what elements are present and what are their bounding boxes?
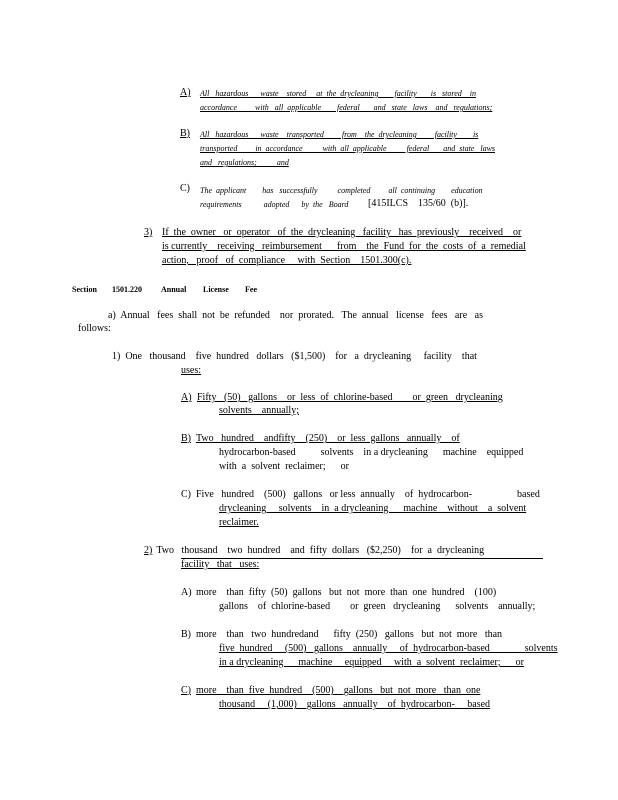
section-number: 1501.220 bbox=[112, 285, 142, 294]
item3-line1: If the owner or operator of the drycleaning facility has previously received or bbox=[162, 227, 522, 238]
item1-c-label: C) bbox=[181, 489, 191, 500]
item2-a-label: A) bbox=[181, 587, 192, 598]
list-c-line2b: [415ILCS 135/60 (b)]. bbox=[368, 198, 469, 209]
list-a-line1: All hazardous waste stored at the drycleaning facility is stored in bbox=[200, 89, 476, 98]
section-title-1: Annual bbox=[161, 285, 187, 294]
item2-b-line2: five hundred (500) gallons annually of hydrocarbon-based solvents bbox=[219, 643, 558, 654]
item1-a-label: A) bbox=[181, 392, 192, 403]
item1-b-line3: with a solvent reclaimer; or bbox=[219, 461, 349, 472]
item1-c-line3: reclaimer. bbox=[219, 517, 259, 528]
list-c-label: C) bbox=[180, 183, 190, 194]
item2-c-line1: more than five hundred (500) gallons but not more than one bbox=[196, 685, 481, 696]
section-title-2: License bbox=[203, 285, 229, 294]
list-b-line3: and regulations; and bbox=[200, 158, 289, 167]
item1-a-line2: solvents annually; bbox=[219, 405, 299, 416]
list-c-line2a: requirements adopted by the Board bbox=[200, 200, 349, 209]
para-a-line1: a) Annual fees shall not be refunded nor prorated. The annual license fees are as bbox=[108, 310, 483, 321]
list-a-line2: accordance with all applicable federal and state laws and regulations; bbox=[200, 103, 493, 112]
para-a-line2: follows: bbox=[78, 323, 111, 334]
item2-b-label: B) bbox=[181, 629, 191, 640]
list-b-line1: All hazardous waste transported from the drycleaning facility is bbox=[200, 130, 479, 139]
list-c-line1: The applicant has successfully completed all continuing education bbox=[200, 186, 483, 195]
item2-a-line1: more than fifty (50) gallons but not more than one hundred (100) bbox=[196, 587, 497, 598]
item1-b-line2: hydrocarbon-based solvents in a drycleaning machine equipped bbox=[219, 447, 524, 458]
item2-b-line1: more than two hundredand fifty (250) gallons but not more than bbox=[196, 629, 503, 640]
list-b-label: B) bbox=[180, 128, 190, 139]
item2-line1: Two thousand two hundred and fifty dollars ($2,250) for a drycleaning bbox=[154, 545, 485, 556]
item1-c-line1: Five hundred (500) gallons or less annually of hydrocarbon- based bbox=[196, 489, 540, 500]
item3-line2: is currently receiving reimbursement from the Fund for the costs of a remedial bbox=[162, 241, 526, 252]
item2-a-line2: gallons of chlorine-based or green drycleaning solvents annually; bbox=[219, 601, 536, 612]
item2-c-label: C) bbox=[181, 685, 191, 696]
item1-line2: uses: bbox=[181, 365, 201, 376]
item1-b-label: B) bbox=[181, 433, 191, 444]
item1-line1: 1) One thousand five hundred dollars ($1,500) for a drycleaning facility that bbox=[112, 351, 477, 362]
list-b-line2: transported in accordance with all applicable federal and state laws bbox=[200, 144, 496, 153]
item3-line3: action, proof of compliance with Section 1501.300(c). bbox=[162, 255, 412, 266]
list-a-label: A) bbox=[180, 87, 191, 98]
section-label: Section bbox=[72, 285, 97, 294]
section-title-3: Fee bbox=[245, 285, 257, 294]
item3-label: 3) bbox=[144, 227, 153, 238]
item2-b-line3: in a drycleaning machine equipped with a solvent reclaimer; or bbox=[219, 657, 524, 668]
item1-a-line1: Fifty (50) gallons or less of chlorine-based or green drycleaning bbox=[197, 392, 503, 403]
item1-b-line1: Two hundred andfifty (250) or less gallons annually of bbox=[196, 433, 460, 444]
item1-c-line2: drycleaning solvents in a drycleaning machine without a solvent bbox=[219, 503, 527, 514]
item2-label: 2) bbox=[144, 545, 153, 556]
item2-line2: facility that uses: bbox=[181, 559, 260, 570]
item2-c-line2: thousand (1,000) gallons annually of hydrocarbon- based bbox=[219, 699, 491, 710]
